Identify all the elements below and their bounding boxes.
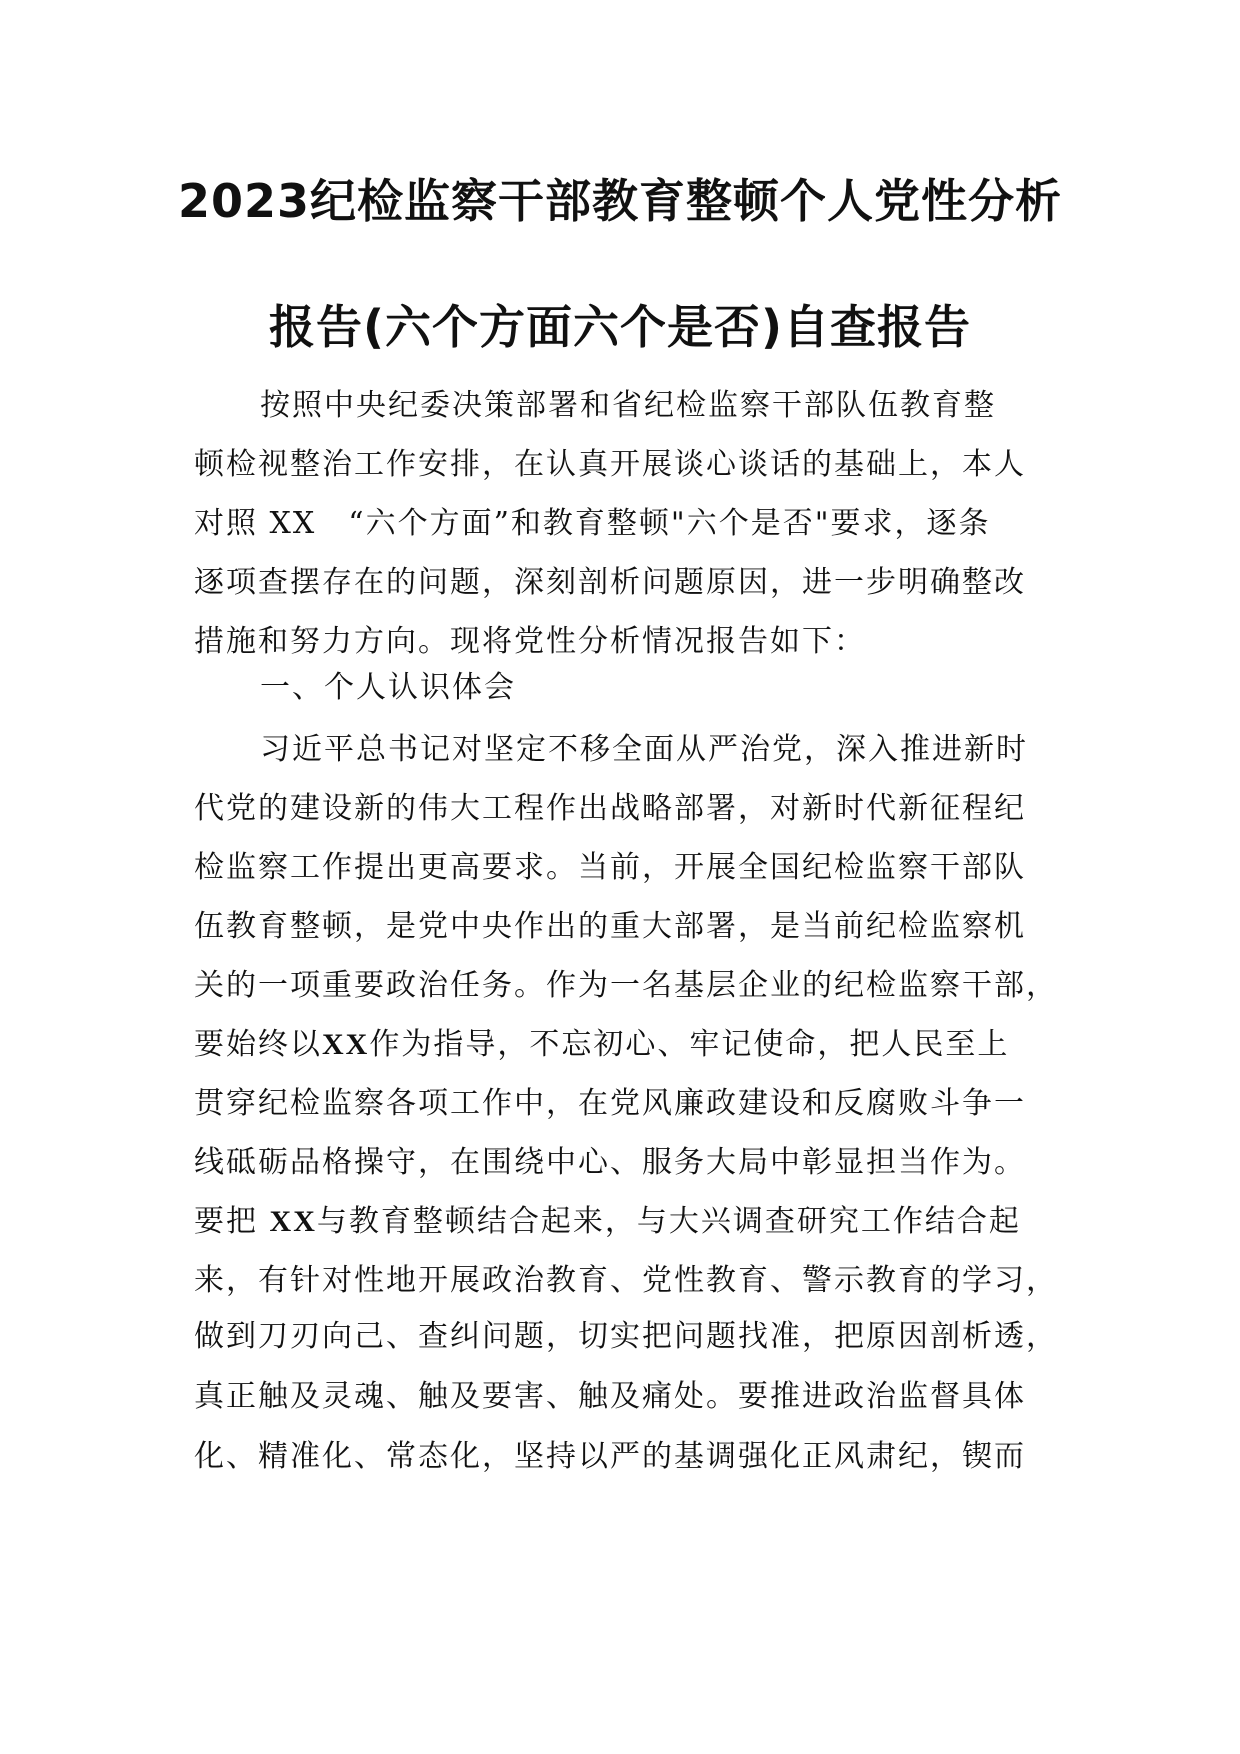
text-run: 要始终以	[194, 1027, 322, 1062]
paragraph-line: 检监察工作提出更高要求。当前，开展全国纪检监察干部队	[194, 850, 1026, 885]
paragraph-line: 真正触及灵魂、触及要害、触及痛处。要推进政治监督具体	[194, 1379, 1026, 1414]
section-heading-text: 一、个人认识体会	[260, 670, 516, 705]
text-run: 要把	[194, 1204, 270, 1239]
paragraph-line: 代党的建设新的伟大工程作出战略部署，对新时代新征程纪	[194, 791, 1026, 826]
intro-line: 按照中央纪委决策部署和省纪检监察干部队伍教育整	[260, 388, 996, 423]
paragraph-line: 伍教育整顿，是党中央作出的重大部署，是当前纪检监察机	[194, 909, 1026, 944]
paragraph-line: 贯穿纪检监察各项工作中，在党风廉政建设和反腐败斗争一	[194, 1086, 1026, 1121]
paragraph-line	[194, 1015, 1054, 1074]
paragraph-line: 线砥砺品格操守，在围绕中心、服务大局中彰显担当作为。	[194, 1145, 1026, 1180]
paragraph-line: 关的一项重要政治任务。作为一名基层企业的纪检监察干部，	[194, 968, 1058, 1003]
section1-paragraph	[194, 720, 1058, 1310]
document-title-line-2: 报告(六个方面六个是否)自查报告	[268, 300, 972, 354]
section-heading	[194, 658, 1054, 717]
document-title-line-1: 2023纪检监察干部教育整顿个人党性分析	[177, 174, 1063, 228]
intro-line: 措施和努力方向。现将党性分析情况报告如下：	[194, 624, 866, 659]
bold-placeholder: XX	[322, 1028, 370, 1061]
continuation-paragraph	[194, 1307, 1058, 1487]
intro-paragraph	[194, 376, 1054, 671]
paragraph-line	[194, 1192, 1054, 1251]
text-run: 作为指导，不忘初心、牢记使命，把人民至上	[369, 1027, 1010, 1062]
paragraph-line: 做到刀刃向己、查纠问题，切实把问题找准，把原因剖析透，	[194, 1319, 1058, 1354]
paragraph-line: 习近平总书记对坚定不移全面从严治党，深入推进新时	[260, 732, 1028, 767]
text-run: 与教育整顿结合起来，与大兴调查研究工作结合起	[316, 1204, 1021, 1239]
bold-placeholder: XX	[269, 1205, 317, 1238]
intro-line: 逐项查摆存在的问题，深刻剖析问题原因，进一步明确整改	[194, 565, 1026, 600]
intro-line: 顿检视整治工作安排，在认真开展谈心谈话的基础上，本人	[194, 447, 1026, 482]
intro-line: 对照 XX “六个方面”和教育整顿"六个是否"要求，逐条	[194, 506, 991, 541]
paragraph-line: 来，有针对性地开展政治教育、党性教育、警示教育的学习，	[194, 1263, 1058, 1298]
paragraph-line: 化、精准化、常态化，坚持以严的基调强化正风肃纪，锲而	[194, 1439, 1026, 1474]
